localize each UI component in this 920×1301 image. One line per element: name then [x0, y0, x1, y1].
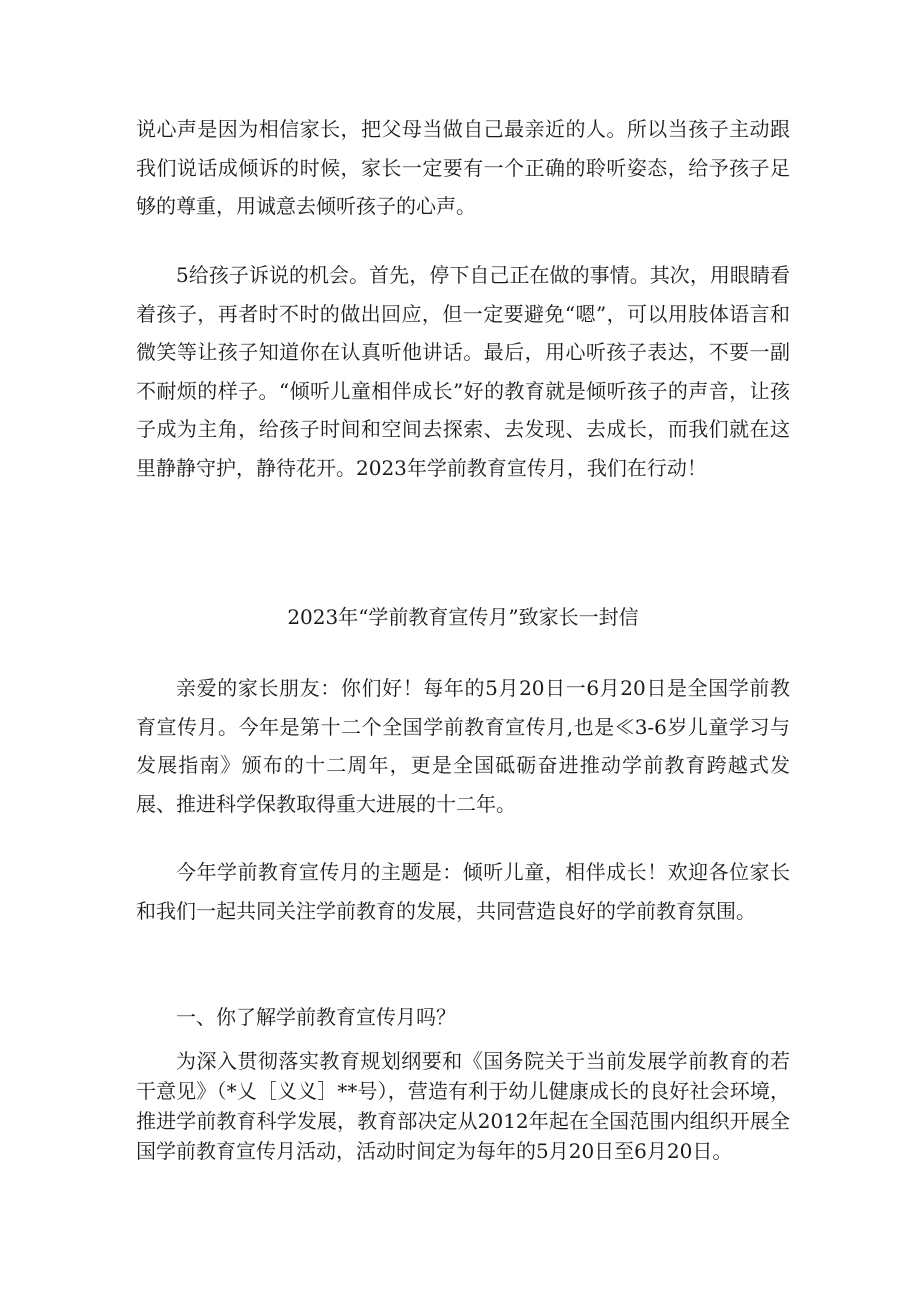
- letter-title: 2023年“学前教育宣传月”致家长一封信: [287, 605, 639, 629]
- section-heading-one: 一、你了解学前教育宣传月吗？: [176, 1005, 456, 1029]
- paragraph-give-chance: 5给孩子诉说的机会。首先，停下自己正在做的事情。其次，用眼睛看着孩子，再者时不时的做出回应，但一定要避免“嗯”，可以用肢体语言和微笑等让孩子知道你在认真听他讲话。最后，用心听孩子表达，不要一副不耐烦的样子。“倾听儿童相伴成长”好的教育就是倾听孩子的声音，让孩子成为主角，给孩子时间和空间去探索、去发现、去成长，而我们就在这里静静守护，静待花开。2023年学前教育宣传月，我们在行动！: [136, 263, 790, 480]
- paragraph-listening-attitude: 说心声是因为相信家长，把父母当做自己最亲近的人。所以当孩子主动跟我们说话成倾诉的时候，家长一定要有一个正确的聆听姿态，给予孩子足够的尊重，用诚意去倾听孩子的心声。: [136, 117, 790, 218]
- paragraph-background: 为深入贯彻落实教育规划纲要和《国务院关于当前发展学前教育的若干意见》（*乂［义义］**号），营造有利于幼儿健康成长的良好社会环境，推进学前教育科学发展，教育部决定从2012年起在全国范围内组织开展全国学前教育宣传月活动，活动时间定为每年的5月20日至6月20日。: [136, 1049, 790, 1163]
- paragraph-theme: 今年学前教育宣传月的主题是：倾听儿童，相伴成长！欢迎各位家长和我们一起共同关注学前教育的发展，共同营造良好的学前教育氛围。: [136, 860, 790, 923]
- paragraph-greeting: 亲爱的家长朋友：你们好！每年的5月20日一6月20日是全国学前教育宣传月。今年是第十二个全国学前教育宣传月,也是≪3-6岁儿童学习与发展指南》颁布的十二周年，更是全国砥砺奋进推动学前教育跨越式发展、推进科学保教取得重大进展的十二年。: [136, 676, 790, 816]
